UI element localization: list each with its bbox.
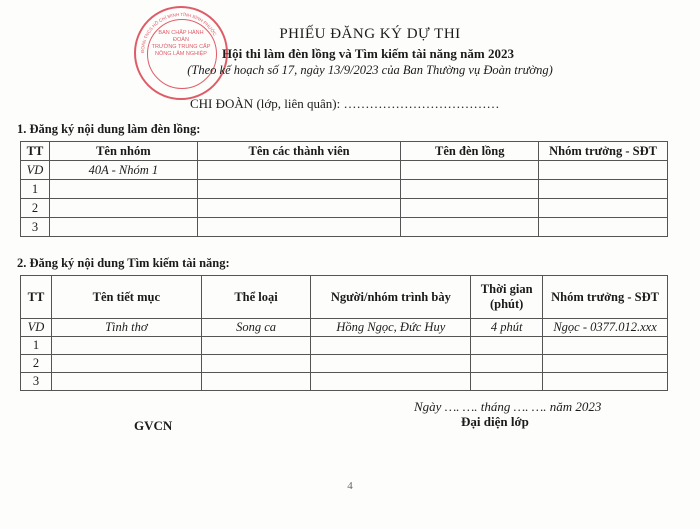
table-cell[interactable] <box>49 180 197 199</box>
table-cell[interactable] <box>471 337 543 355</box>
chi-doan-field[interactable]: CHI ĐOÀN (lớp, liên quân): ……………………………… <box>190 96 500 111</box>
table-row <box>21 337 668 355</box>
table-row <box>21 161 668 180</box>
col-header: Người/nhóm trình bày <box>311 276 471 319</box>
table-cell: VD <box>21 161 50 180</box>
table-row <box>21 319 668 337</box>
signature-date: Ngày …. …. tháng …. …. năm 2023 <box>414 399 602 414</box>
table-cell[interactable] <box>311 355 471 373</box>
page-number: 4 <box>347 480 353 492</box>
table-cell: 2 <box>21 199 50 218</box>
table-cell[interactable] <box>543 337 668 355</box>
plan-reference: (Theo kế hoạch số 17, ngày 13/9/2023 của Ban Thường vụ Đoàn trường) <box>187 63 553 77</box>
table-cell[interactable] <box>543 373 668 391</box>
col-header: Nhóm trưởng - SĐT <box>543 276 668 319</box>
table-cell[interactable] <box>401 199 539 218</box>
col-header: Tên tiết mục <box>51 276 201 319</box>
table-cell[interactable] <box>539 218 668 237</box>
table-cell[interactable] <box>543 355 668 373</box>
col-header: Tên nhóm <box>49 142 197 161</box>
table-cell[interactable] <box>539 199 668 218</box>
table-cell[interactable]: 4 phút <box>471 319 543 337</box>
table-cell[interactable] <box>471 355 543 373</box>
table-row <box>21 373 668 391</box>
table-cell[interactable] <box>311 337 471 355</box>
section2-heading: 2. Đăng ký nội dung Tìm kiếm tài năng: <box>17 256 230 270</box>
table-cell[interactable] <box>51 373 201 391</box>
col-header: TT <box>21 276 52 319</box>
table-cell[interactable] <box>401 218 539 237</box>
table-row <box>21 218 668 237</box>
table-cell[interactable] <box>51 355 201 373</box>
table-cell[interactable] <box>197 161 401 180</box>
table-cell[interactable] <box>201 373 311 391</box>
col-header: Tên đèn lồng <box>401 142 539 161</box>
contest-subtitle: Hội thi làm đèn lồng và Tìm kiếm tài năng năm 2023 <box>222 46 514 61</box>
table-cell[interactable] <box>201 355 311 373</box>
table-cell[interactable] <box>539 180 668 199</box>
table-cell[interactable] <box>401 161 539 180</box>
table-cell[interactable] <box>311 373 471 391</box>
signature-gvcn: GVCN <box>134 418 173 433</box>
table-row <box>21 180 668 199</box>
table-cell[interactable] <box>49 218 197 237</box>
table-cell[interactable] <box>471 373 543 391</box>
table-cell: 1 <box>21 180 50 199</box>
table-cell[interactable] <box>51 337 201 355</box>
table-cell: 1 <box>21 337 52 355</box>
table-cell: VD <box>21 319 52 337</box>
table-cell[interactable]: Tình thơ <box>51 319 201 337</box>
table-cell[interactable] <box>197 199 401 218</box>
col-header: TT <box>21 142 50 161</box>
talent-registration-table <box>20 275 668 391</box>
table-cell: 3 <box>21 373 52 391</box>
lantern-registration-table <box>20 141 668 237</box>
table-cell[interactable]: Ngọc - 0377.012.xxx <box>543 319 668 337</box>
table-cell: 3 <box>21 218 50 237</box>
table-cell[interactable]: Song ca <box>201 319 311 337</box>
table-row <box>21 199 668 218</box>
table-header-row <box>21 276 668 319</box>
seal-ring-text: ĐOÀN TNCS HỒ CHÍ MINH TỈNH BÌNH PHƯỚC <box>139 11 218 54</box>
table-cell[interactable] <box>197 218 401 237</box>
seal-text: BAN CHẤP HÀNH ĐOÀN TRƯỜNG TRUNG CẤP NÔNG LÂM NGHIỆP <box>151 30 211 57</box>
col-header: Tên các thành viên <box>197 142 401 161</box>
table-cell[interactable]: Hồng Ngọc, Đức Huy <box>311 319 471 337</box>
col-header: Nhóm trưởng - SĐT <box>539 142 668 161</box>
table-cell[interactable] <box>49 199 197 218</box>
col-header: Thời gian (phút) <box>471 276 543 319</box>
table-cell[interactable] <box>401 180 539 199</box>
table-cell[interactable]: 40A - Nhóm 1 <box>49 161 197 180</box>
table-row <box>21 355 668 373</box>
signature-class-rep: Đại diện lớp <box>461 414 529 429</box>
table-cell: 2 <box>21 355 52 373</box>
table-cell[interactable] <box>539 161 668 180</box>
table-header-row <box>21 142 668 161</box>
section1-heading: 1. Đăng ký nội dung làm đèn lồng: <box>17 122 201 136</box>
col-header: Thể loại <box>201 276 311 319</box>
table-cell[interactable] <box>201 337 311 355</box>
table-cell[interactable] <box>197 180 401 199</box>
form-title: PHIẾU ĐĂNG KÝ DỰ THI <box>279 26 461 42</box>
